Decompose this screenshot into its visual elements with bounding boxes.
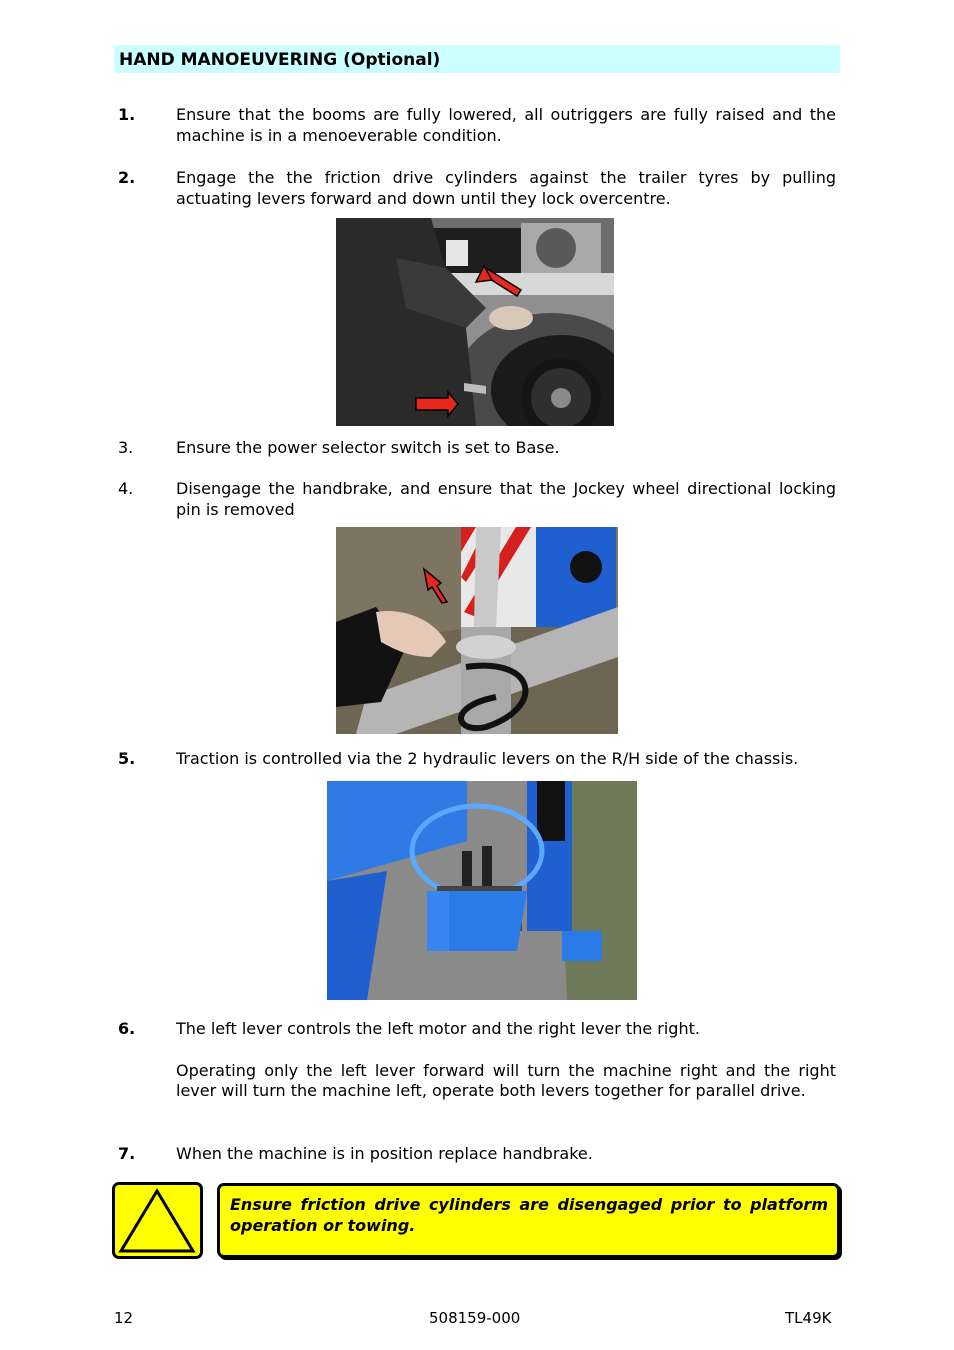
page-number: 12 <box>114 1309 134 1327</box>
section-heading: HAND MANOEUVERING (Optional) <box>114 45 840 73</box>
step-text: Disengage the handbrake, and ensure that the Jockey wheel directional locking pin is removed <box>176 479 836 519</box>
step-7 <box>118 1144 836 1165</box>
step-text: When the machine is in position replace handbrake. <box>176 1144 593 1163</box>
step-number: 5. <box>118 749 136 768</box>
model-name: TL49K <box>785 1309 832 1327</box>
step-number: 3. <box>118 438 134 457</box>
step-text: Traction is controlled via the 2 hydraulic levers on the R/H side of the chassis. <box>176 749 799 768</box>
step-number: 7. <box>118 1144 136 1163</box>
step-5 <box>118 749 836 770</box>
jockey-wheel-pin-photo <box>336 527 618 734</box>
step-number: 4. <box>118 479 134 498</box>
warning-box <box>217 1183 840 1258</box>
step-number: 6. <box>118 1019 136 1038</box>
document-number: 508159-000 <box>429 1309 521 1327</box>
step-2 <box>118 168 836 209</box>
warning-text: Ensure friction drive cylinders are disengaged prior to platform operation or towing. <box>230 1195 828 1235</box>
hydraulic-levers-photo <box>327 781 637 1000</box>
step-3 <box>118 438 836 459</box>
step-1 <box>118 105 836 146</box>
step-number: 2. <box>118 168 136 187</box>
step-4 <box>118 479 836 520</box>
step-text: Engage the the friction drive cylinders against the trailer tyres by pulling actuating levers forward and down until they lock overcentre. <box>176 168 836 208</box>
step-6 <box>118 1019 836 1102</box>
step-number: 1. <box>118 105 136 124</box>
step-text: Ensure the power selector switch is set to Base. <box>176 438 560 457</box>
friction-drive-photo <box>336 218 614 426</box>
warning-icon <box>112 1182 203 1259</box>
step-text: Ensure that the booms are fully lowered, all outriggers are fully raised and the machine is in a menoeverable condition. <box>176 105 836 145</box>
step-text: The left lever controls the left motor and the right lever the right. <box>176 1019 700 1038</box>
step-text-continued: Operating only the left lever forward will turn the machine right and the right lever will turn the machine left, operate both levers together for parallel drive. <box>176 1060 836 1100</box>
